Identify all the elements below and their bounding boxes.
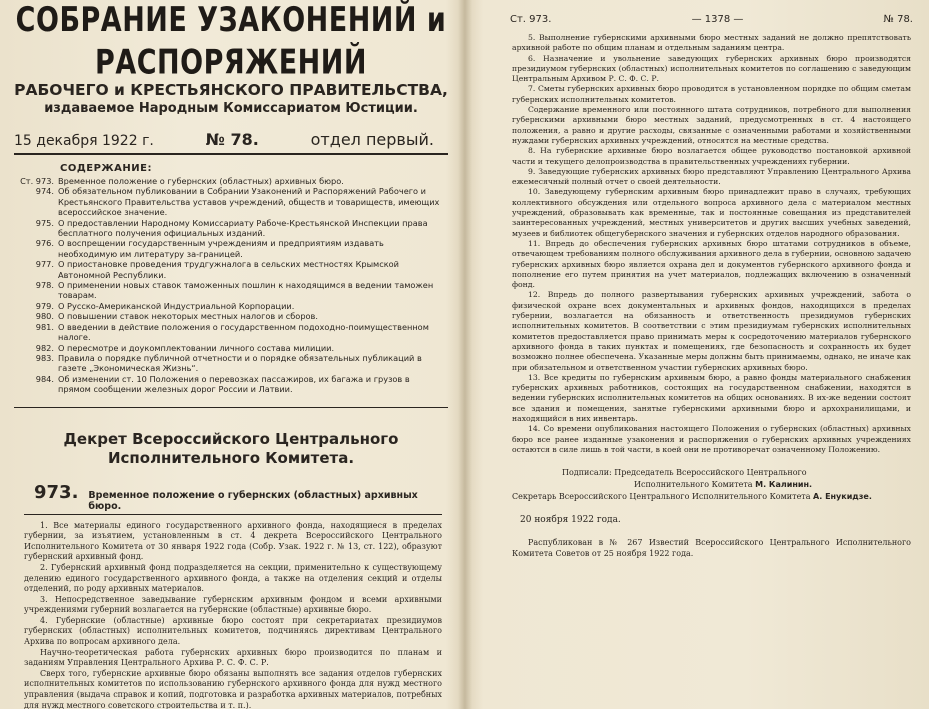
article-number: 973. [34,481,79,503]
toc-item [14,353,440,374]
toc-item [14,218,440,239]
toc-item-text: Временное положение о губернских (областных) архивных бюро. [58,176,344,186]
issue-section: отдел первый. [310,130,434,149]
toc-item-number: Ст. 973. [20,176,54,186]
publication-note: Распубликован в № 267 Известий Всероссийского Центрального Исполнительного Комитета Советов от 25 ноября 1922 года. [512,538,911,559]
paragraph: Научно-теоретическая работа губернских архивных бюро производится по планам и заданиям Управления Центрального Архива Р. С. Ф. С. Р. [24,647,442,668]
left-page [0,0,462,709]
toc-item-text: О предоставлении Народному Комиссариату Рабоче-Крестьянской Инспекции права бесплатного получения официальных изданий. [58,217,428,239]
paragraph: 1. Все материалы единого государственного архивного фонда, находящиеся в пределах губернии, за изъятием, установленным в ст. 4 декрета Всероссийского Центрального Исполнительного Комитета от 30 января 1922 года (Собр. Узак. 1922 г. № 13, ст. 122), образуют губернский архивный фонд. [24,520,442,562]
article-heading [34,482,442,512]
paragraph: 11. Впредь до обеспечения губернских архивных бюро штатами сотрудников в объеме, отвечающем требованиям полного обслуживания архивного дела в губернии, основною задачею губернских архивных бюро является охрана дел и документов губернского архивного фонда и пополнение его путем принятия на учет материалов, подлежащих включению в означенный фонд. [512,238,911,290]
paragraph: Сверх того, губернские архивные бюро обязаны выполнять все задания отделов губернских исполнительных комитетов по использованию губернского архивного фонда для нужд местного управления (выдача справок и копий, подготовка и разработка архивных материалов, потребных для нужд местного советского строительства и т. п.). [24,668,442,709]
paragraph: 10. Заведующему губернским архивным бюро принадлежит право в случаях, требующих коллективного обсуждения или отдельного вопроса архивного дела с материалом местных учреждений, образовывать как временные, так и постоянные совещания из представителей заинтересованных учреждений, местных университетов и других высших учебных заведений, музеев и библиотек общегубернского значения и губернских отделов народного образования. [512,187,911,238]
signature-title: Исполнительного Комитета [634,480,753,490]
toc-item-number: 978. [35,280,54,291]
signature-title: Секретарь Всероссийского Центрального Исполнительного Комитета [512,492,811,502]
decree-heading: Декрет Всероссийского Центрального Исполнительного Комитета. [63,429,399,467]
paragraph: 2. Губернский архивный фонд подразделяется на секции, применительно к существующему делению единого государственного архивного фонда, а также на отделения секций и отделы отделений, по роду архивных материалов. [24,562,442,594]
toc-item-number: 975. [35,217,54,228]
decree-date: 20 ноября 1922 года. [520,515,621,526]
paragraph: 9. Заведующие губернских архивных бюро представляют Управлению Центрального Архива ежемесячный полный отчет о своей деятельности. [512,166,911,187]
toc-item-number: 984. [35,373,54,384]
signature-line [512,479,911,491]
toc-item [14,322,440,343]
paragraph: 12. Впредь до полного развертывания губернских архивных учреждений, забота о физической охране всех документальных и архивных фондов, находящихся в пределах губернии, возлагается на обязанность и ответственность президиумов губернских исполнительных комитетов. В соответствии с этим президиумам губернских исполнительных комитетов предоставляется право принимать меры к сосредоточению материалов губернского архивного фонда в таких пунктах и помещениях, где безопасность и сохранность их будет возможно полнее обеспечена. Указанные меры должны быть принимаемы, однако, не иначе как при обязательном и ответственном участии губернских архивных бюро. [512,290,911,372]
masthead-subtitle: РАБОЧЕГО и КРЕСТЬЯНСКОГО ПРАВИТЕЛЬСТВА, [14,81,448,99]
issue-number: № 78. [205,130,259,149]
paragraph: Содержание временного или постоянного штата сотрудников, потребного для выполнения губернскими архивными бюро местных заданий, предусмотренных в ст. 4 настоящего положения, а равно и другие расходы, связанные с означенными работами и хозяйственными нуждами губернских архивных учреждений, относятся на местные средства. [512,105,911,145]
divider [14,153,448,155]
running-header [468,0,929,25]
masthead [0,0,462,118]
paragraph: 14. Со времени опубликования настоящего Положения о губернских (областных) архивных бюро все ранее изданные узаконения и распоряжения о губернских архивных учреждениях остаются в силе лишь в той части, в коей они не противоречат означенному Положению. [512,424,911,454]
paragraph: 13. Все кредиты по губернским архивным бюро, а равно фонды материального снабжения губернских архивных работников, состоящих на государственном снабжении, находятся в ведении губернских исполнительных комитетов на общих основаниях. В их-же ведении состоят все здания и помещения, занятые губернскими архивными бюро и архохранилищами, и находящийся в них инвентарь. [512,372,911,423]
toc-item-text: О повышении ставок некоторых местных налогов и сборов. [58,311,318,322]
toc-item-text: О применении новых ставок таможенных пошлин к находящимся в ведении таможен товарам. [58,280,434,301]
toc-item-text: О Русско-Американской Индустриальной Корпорации. [58,300,295,311]
toc-item-text: О пересмотре и доукомплектовании личного состава милиции. [58,342,335,353]
toc-item [14,301,440,311]
toc-item [14,259,440,280]
toc-item [14,280,440,301]
toc-item [14,186,440,217]
toc-item [14,176,440,186]
signature-line: Подписали: Председатель Всероссийского Центрального [562,468,807,478]
toc-item [14,343,440,353]
page-number: — 1378 — [691,14,744,25]
paragraph: 3. Непосредственное заведывание губернским архивным фондом и всеми архивными учреждениями губерний возлагается на губернские (областные) архивные бюро. [24,594,442,615]
toc-item-text: О введении в действие положения о государственном подоходно-поимущественном налоге. [58,321,429,343]
toc-item-number: 976. [35,238,54,249]
paragraph: 6. Назначение и увольнение заведующих губернских архивных бюро производятся президиумом губернских (областных) исполнительных комитетов по соглашению с заведующим Центральным Архивом Р. С. Ф. С. Р. [512,53,911,84]
article-body-right [512,33,911,455]
toc-item-number: 979. [35,300,54,311]
toc-item-text: О приостановке проведения трудгужналога в сельских местностях Крымской Автономной Республики. [58,259,400,280]
divider [24,514,442,515]
right-page [468,0,929,709]
article-title: Временное положение о губернских (областных) архивных бюро. [88,489,418,512]
table-of-contents [14,176,440,395]
masthead-title: СОБРАНИЕ УЗАКОНЕНИЙ и РАСПОРЯЖЕНИЙ [15,0,447,82]
signature-line [512,491,911,503]
paragraph: 4. Губернские (областные) архивные бюро состоят при секретариатах президиумов губернских (областных) исполнительных комитетов, подчиняясь директивам Центрального Архива по вопросам архивного дела. [24,615,442,647]
toc-item-number: 981. [35,321,54,332]
header-issue-number: № 78. [883,14,913,25]
signatory-name: А. Енукидзе. [813,492,872,502]
paragraph: 7. Сметы губернских архивных бюро проводятся в установленном порядке по общим сметам губернских исполнительных комитетов. [512,84,911,104]
toc-heading: СОДЕРЖАНИЕ: [60,163,152,174]
paragraph: 5. Выполнение губернскими архивными бюро местных заданий не должно препятствовать архивной работе по общим планам и отдельным заданиям центра. [512,33,911,53]
toc-item [14,238,440,259]
paragraph: 8. На губернские архивные бюро возлагается общее руководство постановкой архивной части и текущего делопроизводства в правительственных учреждениях губернии. [512,146,911,166]
toc-item-text: Об изменении ст. 10 Положения о перевозках пассажиров, их багажа и грузов в прямом сообщении железных дорог России и Латвии. [58,373,410,395]
toc-item [14,374,440,395]
toc-item-number: 974. [35,186,54,197]
header-article-ref: Ст. 973. [510,14,552,25]
signatures [512,467,911,503]
signatory-name: М. Калинин. [755,480,813,490]
toc-item-text: О воспрещении государственным учреждениям и предприятиям издавать необходимую им литературу за-границей. [58,238,384,259]
masthead-publisher: издаваемое Народным Комиссариатом Юстиции. [44,101,418,116]
toc-item-number: 977. [35,259,54,270]
toc-item-number: 982. [35,342,54,353]
issue-date: 15 декабря 1922 г. [14,133,154,149]
issue-line [0,130,462,149]
article-body-left [24,521,442,709]
toc-item-text: Об обязательном публиковании в Собрании Узаконений и Распоряжений Рабочего и Крестьянского Правительства уставов учреждений, обществ и товариществ, имеющих всероссийское значение. [58,186,440,218]
divider [14,407,448,408]
toc-item-text: Правила о порядке публичной отчетности и о порядке обязательных публикаций в газете „Экономическая Жизнь“. [58,352,422,374]
toc-item-number: 983. [35,352,54,363]
toc-item-number: 980. [35,311,54,322]
toc-item [14,311,440,321]
